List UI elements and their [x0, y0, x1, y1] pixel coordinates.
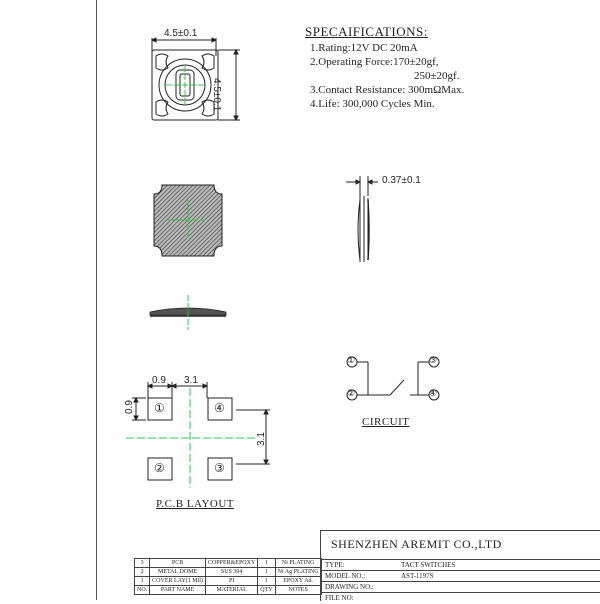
company-name: SHENZHEN AREMIT CO.,LTD [331, 537, 502, 551]
dimension-width: 4.5±0.1 [164, 28, 198, 39]
spec-line-resistance: 3.Contact Resistance: 300mΩMax. [310, 84, 465, 96]
pad-4-label: ④ [214, 401, 225, 415]
circuit-node-2: ② [347, 388, 356, 398]
circuit-node-4: ④ [429, 388, 438, 398]
dimension-pad-size: 0.9 [124, 400, 135, 414]
bom-table [134, 558, 322, 595]
dimension-pad-offset: 0.9 [152, 375, 166, 386]
table-row: 2 METAL DOME SUS 304 1 Ni Ag PLATING [135, 568, 322, 577]
pcb-layout-label: P.C.B LAYOUT [156, 498, 235, 510]
circuit-label: CIRCUIT [362, 416, 410, 428]
title-block [320, 530, 600, 601]
title-row-type: TYPE: TACT SWITCHES [321, 559, 600, 571]
spec-line-rating: 1.Rating:12V DC 20mA [310, 42, 418, 54]
title-row-model: MODEL NO.: AST-1197S [321, 570, 600, 582]
side-view [346, 176, 378, 262]
dimension-thickness: 0.37±0.1 [382, 175, 421, 186]
circuit-node-3: ③ [429, 355, 438, 365]
dimension-pad-pitch-y: 3.1 [256, 432, 267, 446]
title-row-drawing: DRAWING NO.: [321, 581, 600, 593]
top-view-centerline [166, 66, 204, 104]
pad-2-label: ② [154, 461, 165, 475]
circuit-diagram [347, 357, 439, 400]
spec-line-force: 2.Operating Force:170±20gf, [310, 56, 439, 68]
specifications-title: SPECAIFICATIONS: [305, 24, 428, 39]
top-view [152, 38, 240, 120]
table-row: 1 COVER LAY(1 Mil) PI 1 EPOXY Ad. [135, 577, 322, 586]
table-header-row: NO. PART NAME MATERIAL QTY NOTES [135, 586, 322, 595]
circuit-node-1: ① [347, 355, 356, 365]
spec-line-force-alt: 250±20gf. [414, 70, 460, 82]
table-row: 3 PCB COPPER&EPOXY 1 Ni PLATING [135, 559, 322, 568]
dimension-height: 4.5±0.1 [211, 78, 222, 112]
hatched-view [154, 185, 222, 256]
pad-3-label: ③ [214, 461, 225, 475]
pcb-centerline [126, 388, 256, 488]
pcb-layout [132, 382, 270, 480]
dimension-pad-pitch-x: 3.1 [184, 375, 198, 386]
section-view [150, 295, 226, 330]
pad-1-label: ① [154, 401, 165, 415]
title-row-file: FILE NO: [321, 592, 600, 604]
spec-line-life: 4.Life: 300,000 Cycles Min. [310, 98, 435, 110]
